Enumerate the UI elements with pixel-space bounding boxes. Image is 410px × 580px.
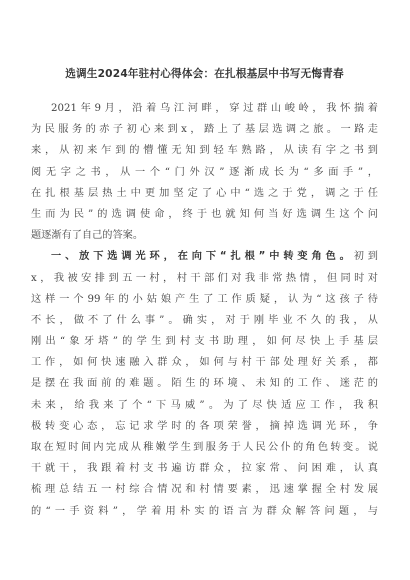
text-line: 取在短时间内完成从稚嫩学生到服务于人民公仆的角色转变。说	[31, 442, 378, 453]
section-heading-tail: 初到	[353, 251, 378, 263]
text-line: 2021年9月，沿着乌江河畔，穿过群山峻岭，我怀揣着	[51, 103, 378, 114]
text-line: 干就干，我跟着村支书遍访群众，拉家常、问困难，认真	[31, 463, 378, 475]
text-line: 不长，做不了什么事”。确实，对于刚毕业不久的我，从	[31, 314, 378, 326]
text-line: 梳理总结五一村综合情况和村情要素，迅速掌握全村发展	[31, 484, 378, 496]
text-line: 为民服务的赤子初心来到x，踏上了基层选调之旅。一路走	[31, 124, 378, 136]
section-1	[31, 246, 378, 521]
text-line: 在扎根基层热土中更加坚定了心中“选之于党，调之于任	[31, 187, 378, 199]
text-line: 是摆在我面前的难题。陌生的环境、未知的工作、迷茫的	[31, 378, 378, 390]
text-line: 生而为民”的选调使命，终于也就知何当好选调生这个问	[31, 208, 378, 220]
text-line: 刚出“象牙塔”的学生到村支书助理，如何尽快上手基层	[31, 336, 378, 348]
section-heading-line	[31, 246, 378, 267]
text-line: 极转变心态，忘记求学时的各项荣誉，摘掉选调光环，争	[31, 420, 378, 432]
text-line: 的“一手资料”，学着用朴实的语言为群众解答问题，与	[31, 505, 378, 517]
text-line: 阅无字之书，从一个“门外汉”逐渐成长为“多面手”，	[31, 166, 378, 178]
text-line: 来，从初来乍到的懵懂无知到轻车熟路，从读有字之书到	[31, 145, 378, 157]
text-line: x，我被安排到五一村，村干部们对我非常热情，但同时对	[31, 272, 378, 284]
text-line: 题逐渐有了自己的答案。	[31, 230, 144, 242]
document-title: 选调生2024年驻村心得体会：在扎根基层中书写无悔青春	[65, 68, 344, 80]
section-heading: 一、放下选调光环，在向下“扎根”中转变角色。	[51, 251, 354, 263]
text-line: 未来，给我来了个“下马威”。为了尽快适应工作，我积	[31, 399, 378, 411]
text-line: 这样一个99年的小姑娘产生了工作质疑，认为“这孩子待	[31, 293, 378, 305]
paragraph-1	[31, 98, 378, 246]
text-line: 工作，如何快速融入群众，如何与村干部处理好关系，都	[31, 357, 378, 369]
